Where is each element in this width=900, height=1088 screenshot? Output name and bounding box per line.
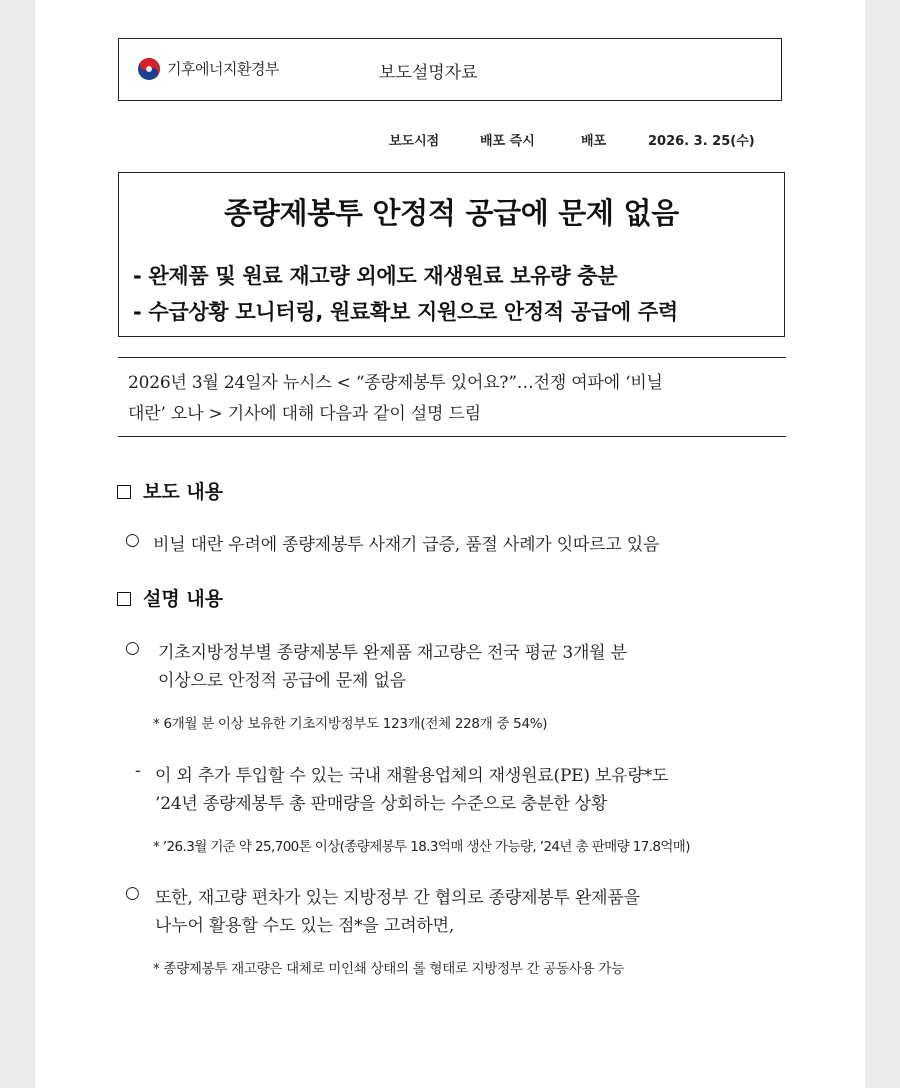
main-title: 종량제봉투 안정적 공급에 문제 없음 <box>224 196 679 230</box>
section-heading-report <box>117 477 223 504</box>
section-heading-explanation-text: 설명 내용 <box>143 588 224 610</box>
explanation-item-2-line-1: 이 외 추가 투입할 수 있는 국내 재활용업체의 재생원료(PE) 보유량*도 <box>155 766 669 786</box>
distribution-date: 2026. 3. 25(수) <box>648 134 755 149</box>
circle-bullet-icon: ○ <box>125 530 140 550</box>
release-time-label: 보도시점 <box>389 134 440 149</box>
subtitle-1: - 완제품 및 원료 재고량 외에도 재생원료 보유량 충분 <box>133 264 618 288</box>
document-page <box>35 0 865 1088</box>
distribution-label: 배포 <box>581 134 607 149</box>
checkbox-square-icon <box>117 485 131 499</box>
explanation-item-1-line-2: 이상으로 안정적 공급에 문제 없음 <box>158 671 406 691</box>
intro-line-2: 대란’ 오나 > 기사에 대해 다음과 같이 설명 드림 <box>128 404 481 424</box>
release-time-value: 배포 즉시 <box>480 134 535 149</box>
explanation-item-3-line-1: 또한, 재고량 편차가 있는 지방정부 간 협의로 종량제봉투 완제품을 <box>155 888 640 908</box>
explanation-item-2-note: * ’26.3월 기준 약 25,700톤 이상(종량제봉투 18.3억매 생산 가능량, ’24년 총 판매량 17.8억매) <box>153 839 690 855</box>
document-type: 보도설명자료 <box>379 63 478 83</box>
document-header <box>118 38 782 101</box>
explanation-item-3-line-2: 나누어 활용할 수도 있는 점*을 고려하면, <box>155 916 455 936</box>
intro-box <box>118 357 786 437</box>
section-heading-report-text: 보도 내용 <box>143 481 224 503</box>
korea-government-taegeuk-icon <box>137 57 161 81</box>
explanation-item-2-line-2: ’24년 종량제봉투 총 판매량을 상회하는 수준으로 충분한 상황 <box>155 794 608 814</box>
ministry-name: 기후에너지환경부 <box>167 60 279 78</box>
circle-bullet-icon: ○ <box>125 883 140 903</box>
checkbox-square-icon <box>117 592 131 606</box>
explanation-item-3-note: * 종량제봉투 재고량은 대체로 미인쇄 상태의 롤 형태로 지방정부 간 공동사용 가능 <box>153 961 624 977</box>
intro-text <box>128 368 778 430</box>
report-item: 비닐 대란 우려에 종량제봉투 사재기 급증, 품절 사례가 잇따르고 있음 <box>153 535 660 555</box>
section-heading-explanation <box>117 584 223 611</box>
title-box <box>118 172 785 337</box>
subtitle-2: - 수급상황 모니터링, 원료확보 지원으로 안정적 공급에 주력 <box>133 300 678 324</box>
circle-bullet-icon: ○ <box>125 638 140 658</box>
dash-bullet: - <box>135 761 141 781</box>
intro-line-1: 2026년 3월 24일자 뉴시스 < “종량제봉투 있어요?”…전쟁 여파에 ‘비닐 <box>128 373 663 393</box>
explanation-item-1-note: * 6개월 분 이상 보유한 기초지방정부도 123개(전체 228개 중 54%) <box>153 716 548 732</box>
explanation-item-1-line-1: 기초지방정부별 종량제봉투 완제품 재고량은 전국 평균 3개월 분 <box>158 643 627 663</box>
